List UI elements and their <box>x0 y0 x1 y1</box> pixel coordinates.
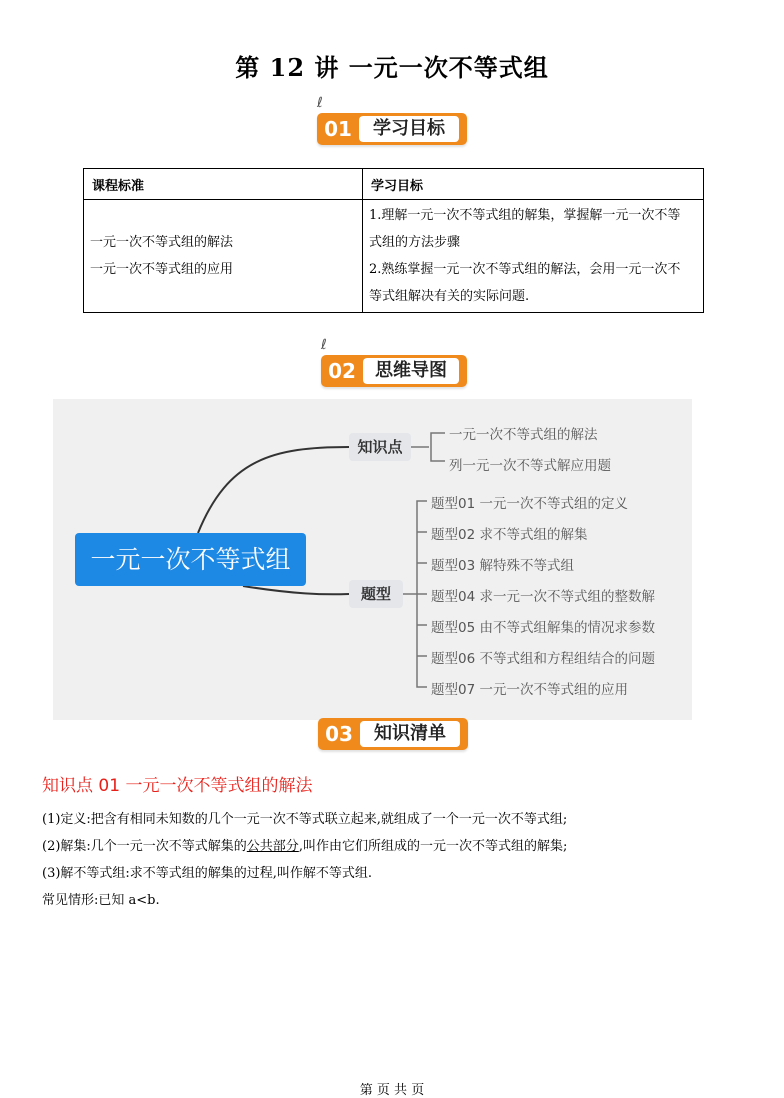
page-title: 第 12 讲 一元一次不等式组 <box>235 53 549 82</box>
section-number: 02 <box>328 359 356 383</box>
objectives-cell <box>363 200 704 313</box>
text-segment: ,叫作由它们所组成的一元一次不等式组的解集; <box>298 839 568 854</box>
section-number: 03 <box>325 722 353 746</box>
leaf-item: 题型01 一元一次不等式组的定义 <box>431 496 628 512</box>
header-objective: 学习目标 <box>363 169 704 200</box>
objective-line: 2.熟练掌握一元一次不等式组的解法，会用一元一次不 <box>369 262 681 277</box>
text-segment: (2)解集:几个一元一次不等式解集的 <box>42 839 247 854</box>
section-number: 01 <box>324 117 352 141</box>
page-footer: 第 页 共 页 <box>359 1083 425 1098</box>
paperclip-icon: ℓ <box>321 337 327 353</box>
paperclip-icon: ℓ <box>317 95 323 111</box>
leaf-item: 题型06 不等式组和方程组结合的问题 <box>431 651 655 667</box>
header-standard: 课程标准 <box>84 169 363 200</box>
goals-table <box>83 168 704 313</box>
underlined-term: 公共部分 <box>246 839 299 854</box>
standard-item: 一元一次不等式组的应用 <box>90 262 234 277</box>
branch-node-types: 题型 <box>349 580 403 608</box>
leaf-item: 题型03 解特殊不等式组 <box>431 558 574 574</box>
objective-line: 等式组解决有关的实际问题. <box>369 289 530 304</box>
paragraph-definition: (1)定义:把含有相同未知数的几个一元一次不等式联立起来,就组成了一个一元一次不等式组; <box>42 812 568 827</box>
leaf-item: 列一元一次不等式解应用题 <box>449 458 611 474</box>
standard-item: 一元一次不等式组的解法 <box>90 235 234 250</box>
mind-map-central-node: 一元一次不等式组 <box>75 533 306 586</box>
paragraph-common-case: 常见情形:已知 a<b. <box>42 893 160 908</box>
section-label: 思维导图 <box>363 358 459 384</box>
leaf-item: 一元一次不等式组的解法 <box>449 427 598 443</box>
section-badge-02 <box>321 337 469 387</box>
paragraph-solving: (3)解不等式组:求不等式组的解集的过程,叫作解不等式组. <box>42 866 373 881</box>
leaf-item: 题型02 求不等式组的解集 <box>431 527 588 543</box>
mind-map <box>53 399 692 720</box>
leaf-item: 题型07 一元一次不等式组的应用 <box>431 682 628 698</box>
section-badge-01 <box>317 95 469 145</box>
objective-line: 式组的方法步骤 <box>369 235 461 250</box>
paragraph-solution-set <box>42 835 567 854</box>
section-label: 学习目标 <box>359 116 459 142</box>
section-label: 知识清单 <box>360 721 460 747</box>
standards-cell <box>84 200 363 313</box>
section-badge-03 <box>318 712 470 752</box>
leaf-item: 题型04 求一元一次不等式组的整数解 <box>431 589 655 605</box>
leaf-item: 题型05 由不等式组解集的情况求参数 <box>431 620 655 636</box>
knowledge-point-heading: 知识点 01 一元一次不等式组的解法 <box>42 776 313 796</box>
objective-line: 1.理解一元一次不等式组的解集，掌握解一元一次不等 <box>369 208 681 223</box>
branch-node-knowledge: 知识点 <box>349 433 411 461</box>
